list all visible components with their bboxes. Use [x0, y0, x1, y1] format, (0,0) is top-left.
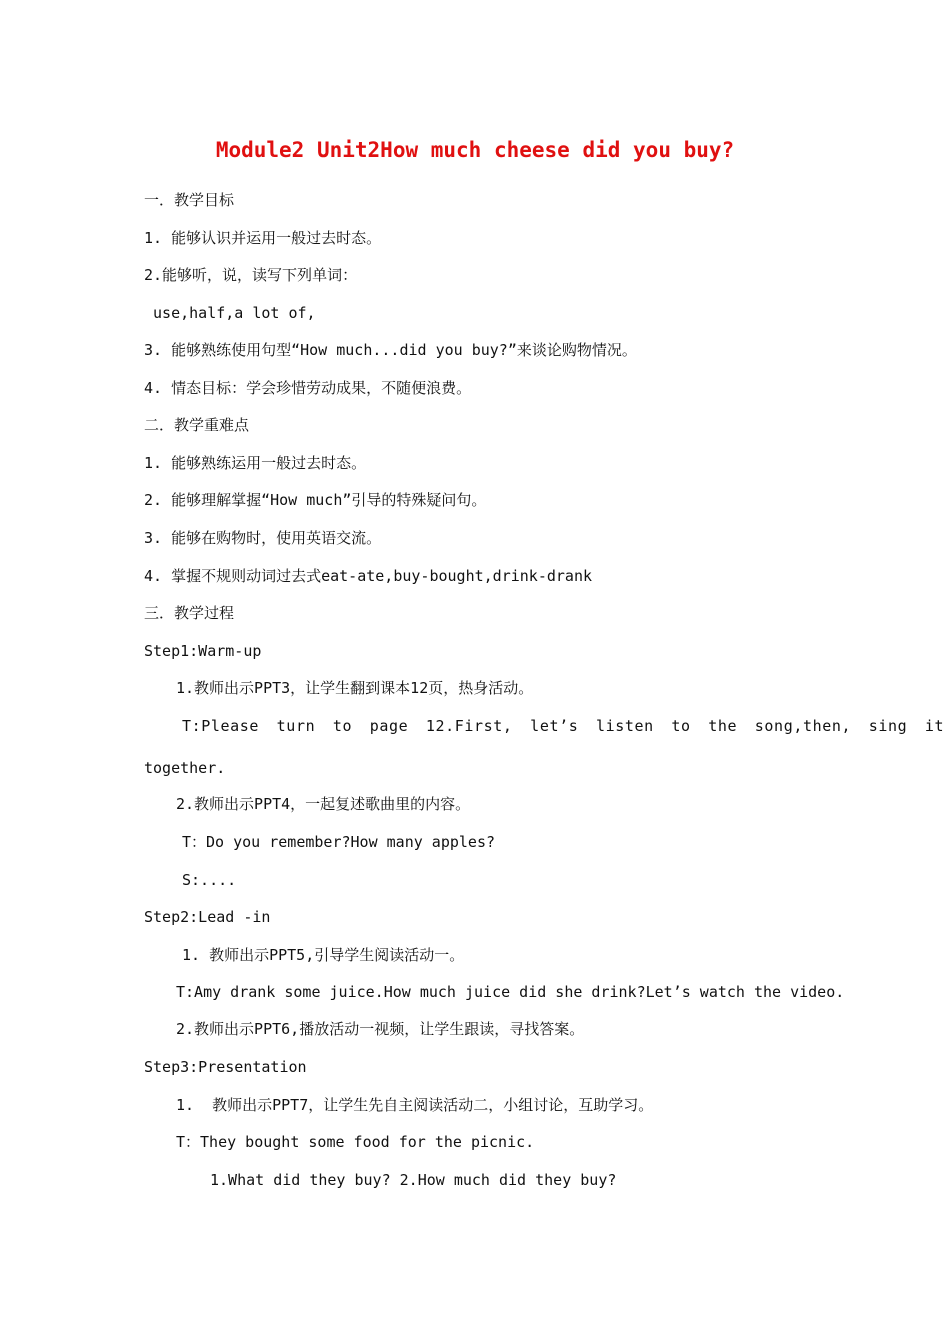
step1-heading: Step1:Warm-up [144, 642, 262, 660]
objective-2: 2.能够听，说，读写下列单词： [144, 266, 358, 284]
step1-teacher-line: T:Please turn to page 12.First, let’s listen to the song,then, sing it [182, 717, 945, 735]
step3-heading: Step3:Presentation [144, 1058, 307, 1076]
section-heading-process: 三．教学过程 [144, 604, 235, 622]
step1-teacher-question: T：Do you remember?How many apples? [182, 833, 496, 851]
step1-item-1: 1.教师出示PPT3，让学生翻到课本12页，热身活动。 [176, 679, 534, 697]
objective-1: 1. 能够认识并运用一般过去时态。 [144, 229, 382, 247]
step1-teacher-line-cont: together. [144, 759, 226, 777]
objective-3: 3. 能够熟练使用句型“How much...did you buy?”来谈论购物情况。 [144, 341, 637, 359]
vocabulary-list: use,half,a lot of, [144, 304, 316, 322]
step2-teacher-line: T:Amy drank some juice.How much juice did she drink?Let’s watch the video. [176, 983, 845, 1001]
section-heading-objectives: 一．教学目标 [144, 191, 235, 209]
step3-item-1: 1. 教师出示PPT7，让学生先自主阅读活动二，小组讨论，互助学习。 [176, 1096, 654, 1114]
document-title: Module2 Unit2How much cheese did you buy? [215, 138, 735, 162]
step1-item-2: 2.教师出示PPT4，一起复述歌曲里的内容。 [176, 795, 471, 813]
step2-item-2: 2.教师出示PPT6,播放活动一视频，让学生跟读，寻找答案。 [176, 1020, 585, 1038]
key-point-2: 2. 能够理解掌握“How much”引导的特殊疑问句。 [144, 491, 487, 509]
key-point-3: 3. 能够在购物时，使用英语交流。 [144, 529, 382, 547]
objective-4: 4. 情态目标：学会珍惜劳动成果，不随便浪费。 [144, 379, 472, 397]
step2-item-1: 1. 教师出示PPT5,引导学生阅读活动一。 [182, 946, 465, 964]
step1-student-answer: S:.... [182, 871, 237, 889]
step3-questions: 1.What did they buy? 2.How much did they buy? [210, 1171, 617, 1189]
key-point-1: 1. 能够熟练运用一般过去时态。 [144, 454, 367, 472]
section-heading-key-points: 二．教学重难点 [144, 416, 250, 434]
step2-heading: Step2:Lead -in [144, 908, 271, 926]
step3-teacher-line: T：They bought some food for the picnic. [176, 1133, 535, 1151]
key-point-4: 4. 掌握不规则动词过去式eat-ate,buy-bought,drink-drank [144, 567, 593, 585]
